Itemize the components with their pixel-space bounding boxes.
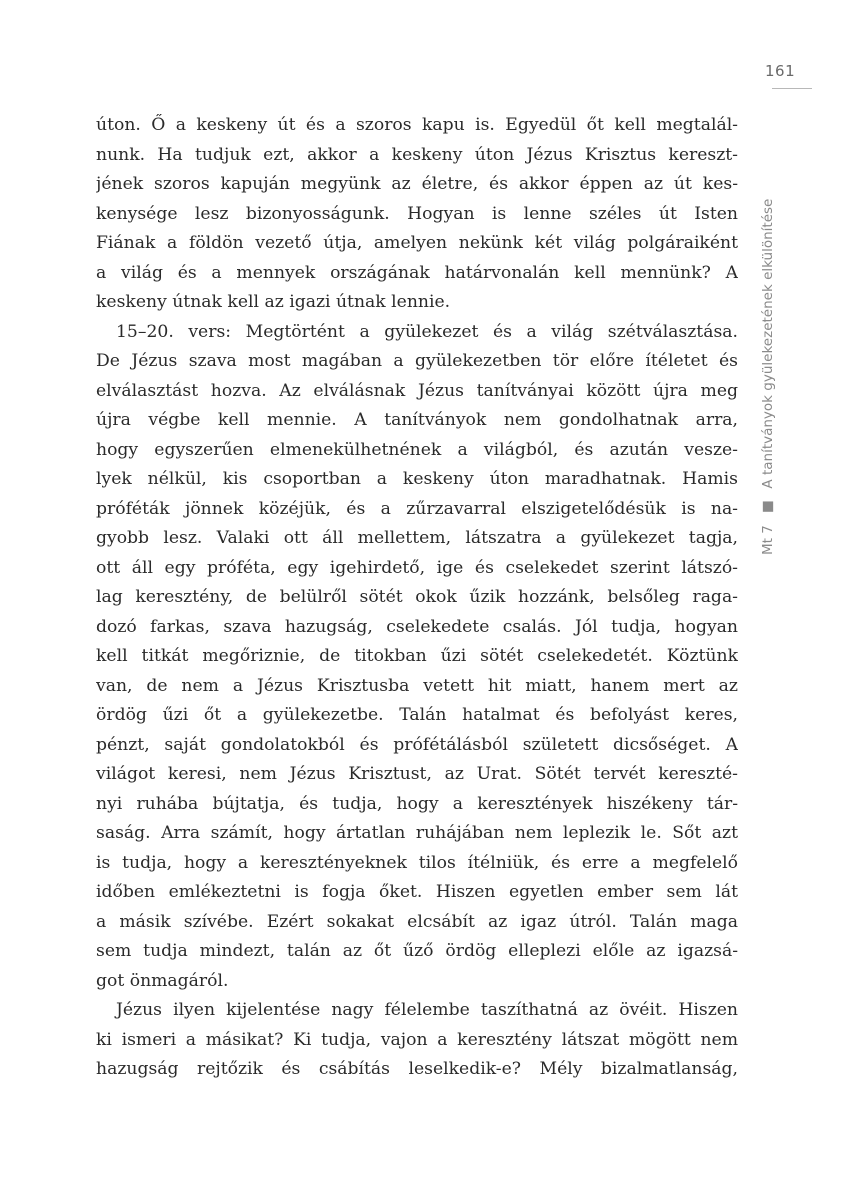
text-line: 15–20. vers: Megtörtént a gyülekezet és a világ szétválasztása. <box>116 321 738 342</box>
text-line: Jézus ilyen kijelentése nagy félelembe taszíthatná az övéit. Hiszen <box>116 1000 738 1020</box>
running-head <box>758 115 778 555</box>
text-line: kell titkát megőriznie, de titokban űzi sötét cselekedetét. Köztünk <box>96 646 738 666</box>
text-line: jének szoros kapuján megyünk az életre, és akkor éppen az út kes- <box>96 174 738 194</box>
text-line: lag keresztény, de belülről sötét okok űzik hozzánk, belsőleg raga- <box>96 587 738 607</box>
text-line: gyobb lesz. Valaki ott áll mellettem, látszatra a gyülekezet tagja, <box>96 528 738 548</box>
text-line: dozó farkas, szava hazugság, cselekedete csalás. Jól tudja, hogyan <box>96 616 738 637</box>
running-head-reference: Mt 7 <box>760 525 776 555</box>
running-head-title: A tanítványok gyülekezetének elkülönítése <box>760 198 776 489</box>
text-line: ördög űzi őt a gyülekezetbe. Talán hatalmat és befolyást keres, <box>96 705 738 725</box>
text-line: De Jézus szava most magában a gyülekezetben tör előre ítéletet és <box>96 351 738 371</box>
text-line: Fiának a földön vezető útja, amelyen nekünk két világ polgáraiként <box>96 233 738 253</box>
text-line: nunk. Ha tudjuk ezt, akkor a keskeny úton Jézus Krisztus kereszt- <box>96 144 738 165</box>
running-head-separator: ■ <box>760 498 776 515</box>
body-text <box>96 111 738 1085</box>
text-line: időben emlékeztetni is fogja őket. Hiszen egyetlen ember sem lát <box>96 882 738 902</box>
text-line: got önmagáról. <box>96 970 229 991</box>
text-line: kenysége lesz bizonyosságunk. Hogyan is lenne széles út Isten <box>96 203 738 224</box>
text-line: világot keresi, nem Jézus Krisztust, az Urat. Sötét tervét kereszté- <box>96 764 738 784</box>
page-number: 161 <box>765 62 796 80</box>
text-line: elválasztást hozva. Az elválásnak Jézus tanítványai között újra meg <box>96 380 738 401</box>
text-line: van, de nem a Jézus Krisztusba vetett hit miatt, hanem mert az <box>96 675 738 696</box>
text-line: úton. Ő a keskeny út és a szoros kapu is. Egyedül őt kell megtalál- <box>96 115 738 135</box>
text-line: is tudja, hogy a keresztényeknek tilos ítélniük, és erre a megfelelő <box>96 852 738 873</box>
text-line: hazugság rejtőzik és csábítás leselkedik-e? Mély bizalmatlanság, <box>96 1059 738 1079</box>
text-line: hogy egyszerűen elmenekülhetnének a világból, és azután vesze- <box>96 439 738 460</box>
text-line: pénzt, saját gondolatokból és prófétálásból született dicsőséget. A <box>96 734 738 755</box>
text-line: lyek nélkül, kis csoportban a keskeny úton maradhatnak. Hamis <box>96 469 738 489</box>
text-line: ott áll egy próféta, egy igehirdető, ige és cselekedet szerint látszó- <box>96 557 738 578</box>
text-line: ki ismeri a másikat? Ki tudja, vajon a keresztény látszat mögött nem <box>96 1029 738 1050</box>
text-line: a másik szívébe. Ezért sokakat elcsábít az igaz útról. Talán maga <box>96 911 738 932</box>
header-rule <box>772 88 812 89</box>
text-line: a világ és a mennyek országának határvonalán kell mennünk? A <box>96 262 738 283</box>
text-line: próféták jönnek közéjük, és a zűrzavarral elszigetelődésük is na- <box>96 498 738 519</box>
text-line: újra végbe kell mennie. A tanítványok nem gondolhatnak arra, <box>96 410 738 430</box>
text-line: sem tudja mindezt, talán az őt űző ördög elleplezi előle az igazsá- <box>96 941 738 961</box>
text-line: keskeny útnak kell az igazi útnak lennie. <box>96 292 451 312</box>
text-line: nyi ruhába bújtatja, és tudja, hogy a keresztények hiszékeny tár- <box>96 793 738 814</box>
text-line: saság. Arra számít, hogy ártatlan ruhájában nem leplezik le. Sőt azt <box>96 823 738 843</box>
